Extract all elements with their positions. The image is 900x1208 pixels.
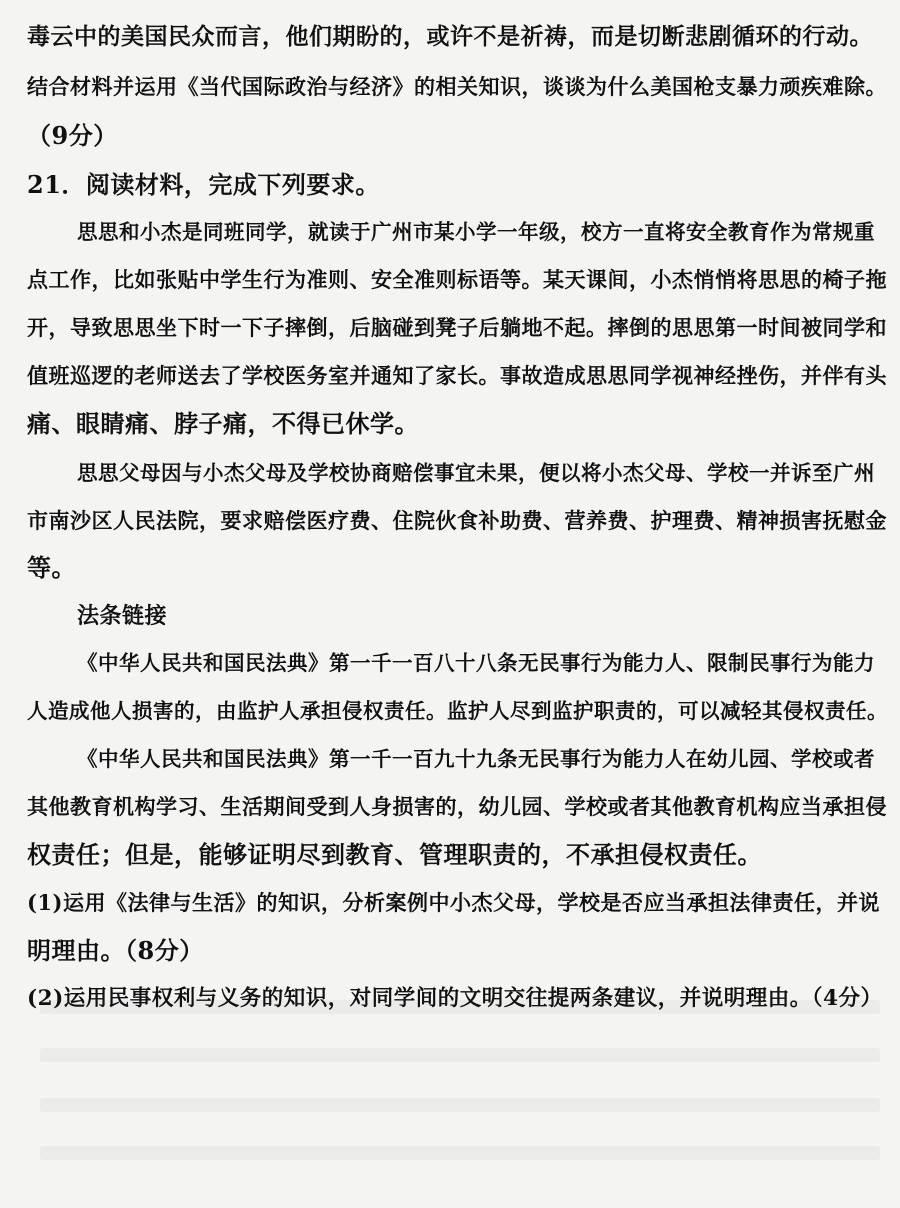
material-paragraph-1: 开，导致思思坐下时一下子摔倒，后脑碰到凳子后躺地不起。摔倒的思思第一时间被同学和	[27, 315, 887, 340]
bleed-through	[40, 1048, 880, 1062]
sub-question-1: 明理由。（8分）	[27, 936, 204, 965]
sub-question-1: (1)运用《法律与生活》的知识，分析案例中小杰父母，学校是否应当承担法律责任，并说	[27, 890, 880, 915]
material-paragraph-2: 市南沙区人民法院，要求赔偿医疗费、住院伙食补助费、营养费、护理费、精神损害抚慰金	[27, 508, 887, 533]
question-21-heading: 21．阅读材料，完成下列要求。	[27, 170, 380, 199]
question-20-prompt: 结合材料并运用《当代国际政治与经济》的相关知识，谈谈为什么美国枪支暴力顽疾难除。	[27, 74, 887, 99]
law-article-1188: 《中华人民共和国民法典》第一千一百八十八条无民事行为能力人、限制民事行为能力	[77, 651, 875, 675]
law-article-1199: 权责任；但是，能够证明尽到教育、管理职责的，不承担侵权责任。	[27, 840, 762, 869]
material-paragraph-1: 思思和小杰是同班同学，就读于广州市某小学一年级，校方一直将安全教育作为常规重	[77, 220, 875, 244]
law-link-heading: 法条链接	[77, 603, 168, 629]
material-paragraph-1: 值班巡逻的老师送去了学校医务室并通知了家长。事故造成思思同学视神经挫伤，并伴有头	[27, 363, 887, 388]
material-paragraph-2: 思思父母因与小杰父母及学校协商赔偿事宜未果，便以将小杰父母、学校一并诉至广州	[77, 461, 875, 485]
law-article-1199: 《中华人民共和国民法典》第一千一百九十九条无民事行为能力人在幼儿园、学校或者	[77, 747, 875, 771]
material-paragraph-1: 点工作，比如张贴中学生行为准则、安全准则标语等。某天课间，小杰悄悄将思思的椅子拖	[27, 267, 887, 292]
text-line: 毒云中的美国民众而言，他们期盼的，或许不是祈祷，而是切断悲剧循环的行动。	[27, 23, 873, 50]
question-20-score: （9分）	[27, 121, 118, 150]
bleed-through	[40, 1146, 880, 1160]
law-article-1199: 其他教育机构学习、生活期间受到人身损害的，幼儿园、学校或者其他教育机构应当承担侵	[27, 794, 887, 819]
material-paragraph-1: 痛、眼睛痛、脖子痛，不得已休学。	[27, 409, 419, 438]
bleed-through	[40, 1098, 880, 1112]
law-article-1188: 人造成他人损害的，由监护人承担侵权责任。监护人尽到监护职责的，可以减轻其侵权责任。	[27, 699, 888, 723]
material-paragraph-2: 等。	[27, 553, 76, 582]
sub-question-2: (2)运用民事权利与义务的知识，对同学间的文明交往提两条建议，并说明理由。（4分）	[27, 986, 883, 1011]
